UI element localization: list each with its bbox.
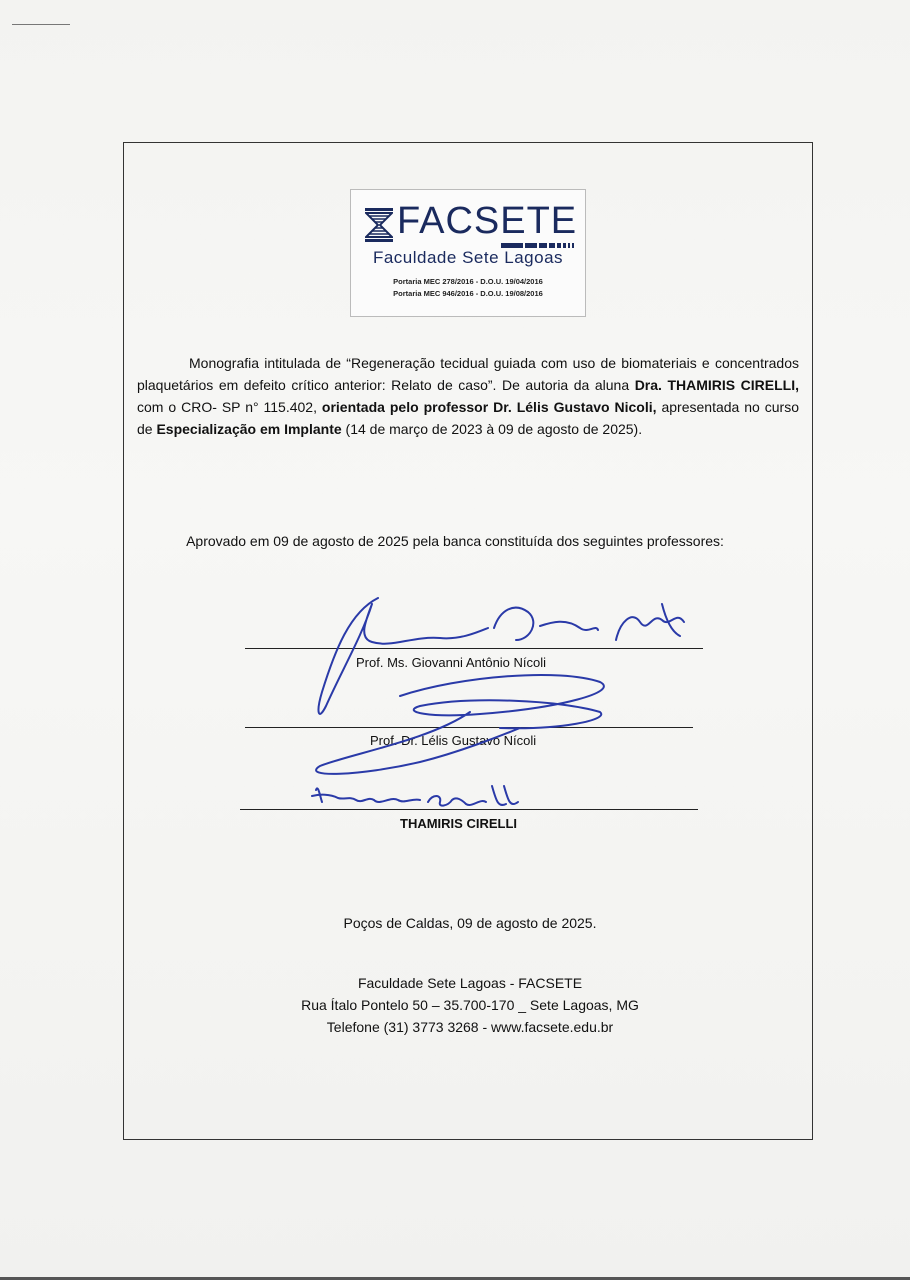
- signature-line-2: [245, 727, 693, 728]
- course-name: Especialização em Implante: [156, 421, 342, 437]
- logo-emblem-icon: [365, 208, 393, 242]
- logo-portaria-1: Portaria MEC 278/2016 - D.O.U. 19/04/2016: [393, 277, 543, 286]
- paragraph-text-1: Monografia intitulada de “Regeneração tecidual guiada com uso de biomateriais e concentrados plaquetários em defeito crítico anterior: Relato de caso”. De autoria da aluna: [137, 355, 799, 393]
- footer-contact: Telefone (31) 3773 3268 - www.facsete.edu.br: [326, 1019, 614, 1035]
- city-date: Poços de Caldas, 09 de agosto de 2025.: [343, 915, 597, 931]
- signature-line-1: [245, 648, 703, 649]
- logo-subtitle: Faculdade Sete Lagoas: [372, 248, 564, 267]
- approval-statement: Aprovado em 09 de agosto de 2025 pela banca constituída dos seguintes professores:: [186, 533, 724, 549]
- approval-paragraph: [137, 352, 799, 440]
- logo-portaria-2: Portaria MEC 946/2016 - D.O.U. 19/08/2016: [393, 289, 543, 298]
- institution-logo: [350, 189, 586, 317]
- signatory-3-name: THAMIRIS CIRELLI: [400, 816, 517, 831]
- scan-mark: [12, 24, 70, 25]
- signatory-1-name: Prof. Ms. Giovanni Antônio Nícoli: [356, 655, 547, 670]
- paragraph-text-2: com o CRO- SP n° 115.402,: [137, 399, 322, 415]
- signatory-2-name: Prof. Dr. Lélis Gustavo Nícoli: [370, 733, 537, 748]
- advisor-name: orientada pelo professor Dr. Lélis Gustavo Nicoli,: [321, 399, 657, 415]
- paragraph-text-4: (14 de março de 2023 à 09 de agosto de 2025).: [341, 421, 643, 437]
- footer-institution: Faculdade Sete Lagoas - FACSETE: [357, 975, 583, 991]
- student-name: Dra. THAMIRIS CIRELLI,: [634, 377, 800, 393]
- paragraph-text-3: apresentada no curso de: [137, 399, 799, 437]
- logo-name: FACSETE: [397, 200, 578, 242]
- signature-line-3: [240, 809, 698, 810]
- institution-footer: [0, 972, 910, 1038]
- footer-address: Rua Ítalo Pontelo 50 – 35.700-170 _ Sete Lagoas, MG: [301, 997, 639, 1013]
